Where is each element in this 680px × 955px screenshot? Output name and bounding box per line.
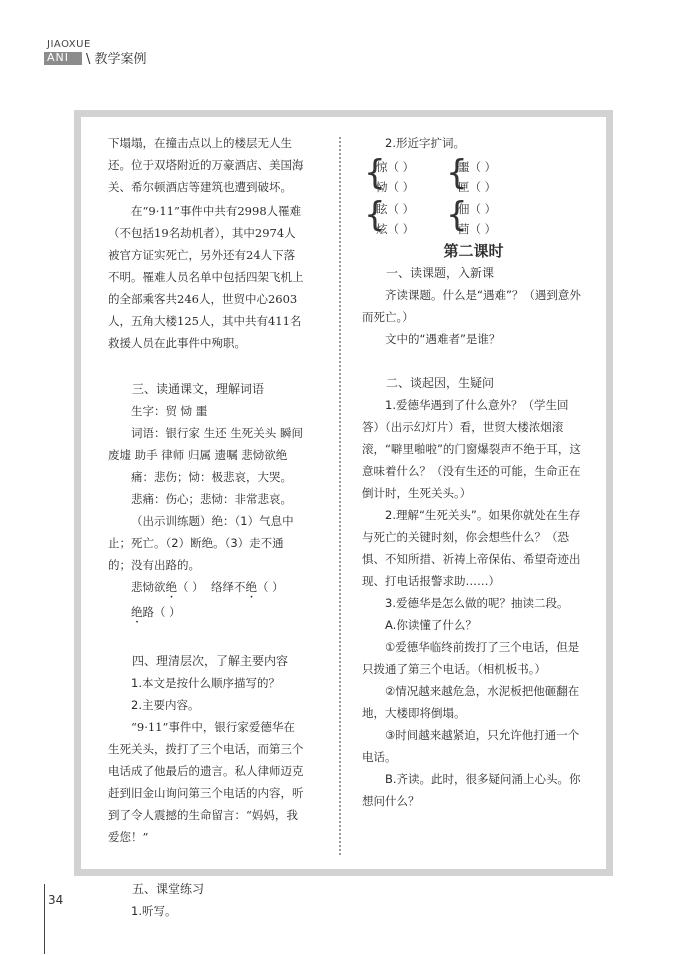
brace-icon: {: [364, 153, 386, 193]
header-en: JIAOXUE: [47, 39, 91, 50]
section-1-p2: 文中的“遇难者”是谁？: [385, 332, 501, 346]
exercise-item: 茴（ ）: [458, 222, 497, 236]
exercise-item: 惊（ ）: [376, 160, 415, 174]
section-1-title: 一、读课题，入新课: [386, 266, 495, 280]
exercise-2-title: 2.形近字扩词。: [385, 136, 465, 150]
exercise-item: 佃（ ）: [458, 202, 497, 216]
section-1-p1: 齐读课题。什么是“遇难”？（遇到意外而死亡。）: [362, 288, 581, 324]
definition-jue: （出示训练题）绝：（1）气息中止；死亡。（2）断绝。（3）走不通的；没有出路的。: [108, 514, 294, 572]
section-2-pB: B.齐读。此时，很多疑问涌上心头。你想问什么？: [362, 772, 581, 808]
exercise-word: 悲恸欲: [131, 580, 166, 594]
exercise-item: 眩（ ）: [376, 202, 415, 216]
exercise-word: 络绎不: [210, 580, 246, 594]
left-paragraph-1: 下塌塌，在撞击点以上的楼层无人生还。位于双塔附近的万豪酒店、美国海关、希尔顿酒店等建筑也遭到破坏。: [108, 136, 304, 194]
section-5-title: 五、课堂练习: [132, 882, 205, 896]
left-paragraph-2: 在“9·11”事件中共有2998人罹难（不包括19名劫机者），其中2974人被官方证实死亡，另外还有24人下落不明。罹难人员名单中包括四架飞机上的全部乘客共246人，世贸中心2603人，五角大楼125人，其中共有411名救援人员在此事件中殉职。: [108, 204, 304, 350]
footer-rule: [44, 884, 45, 954]
answer-blank: 路（ ）: [142, 605, 181, 619]
right-column: [362, 132, 585, 812]
vocabulary: 词语：银行家 生还 生死关头 瞬间 废墟 助手 律师 归属 遗嘱 悲恸欲绝: [108, 426, 303, 462]
left-column: [108, 132, 304, 922]
definition-beitong: 悲痛：伤心；悲恸：非常悲哀。: [131, 492, 292, 506]
similar-char-exercise: [362, 154, 585, 240]
section-2-p1: 1.爱德华遇到了什么意外？（学生回答）（出示幻灯片）看，世贸大楼浓烟滚滚，“噼里啪啦”的门窗爆裂声不绝于耳，这意味着什么？（没有生还的可能，生命正在倒计时，生死关头。）: [362, 398, 581, 500]
exercise-item: 炫（ ）: [376, 222, 415, 236]
section-2-p3: 3.爱德华是怎么做的呢？抽读二段。: [385, 596, 569, 610]
brace-icon: {: [364, 195, 386, 235]
section-5-q1: 1.听写。: [131, 904, 177, 918]
emphasized-char: 绝: [165, 580, 177, 594]
new-characters: 生字：贸 恸 噩: [131, 404, 208, 418]
lesson-heading: 第二课时: [443, 242, 504, 260]
header-tag: ANI: [47, 51, 69, 64]
section-2-p2: 2.理解“生死关头”。如果你就处在生存与死亡的关键时刻，你会想些什么？（恐惧、不知所措、祈祷上帝保佑、希望奇迹出现、打电话报警求助……）: [362, 508, 581, 588]
page-number: 34: [48, 893, 64, 907]
section-2-c3: ③时间越来越紧迫，只允许他打通一个电话。: [362, 728, 580, 764]
emphasized-char: 绝: [131, 605, 143, 619]
emphasized-char: 绝: [245, 580, 257, 594]
section-3-title: 三、读通课文，理解词语: [132, 382, 265, 396]
section-2-title: 二、谈起因，生疑问: [386, 376, 495, 390]
section-4-q1: 1.本文是按什么顺序描写的？: [131, 676, 280, 690]
section-4-title: 四、理清层次，了解主要内容: [132, 654, 289, 668]
section-2-c2: ②情况越来越危急，水泥板把他砸翻在地，大楼即将倒塌。: [362, 684, 580, 720]
exercise-item: 匣（ ）: [458, 180, 497, 194]
column-divider: [339, 137, 341, 855]
section-4-q2: 2.主要内容。: [131, 698, 200, 712]
section-2-c1: ①爱德华临终前拨打了三个电话，但是只拨通了第三个电话。（相机板书。）: [362, 640, 580, 676]
answer-blank: （ ）: [256, 580, 284, 594]
exercise-item: 恸（ ）: [376, 180, 415, 194]
section-2-pA: A.你读懂了什么？: [385, 618, 477, 632]
jue-exercise-row-2: [108, 601, 304, 626]
exercise-item: 噩（ ）: [458, 160, 497, 174]
answer-blank: （ ）: [177, 580, 204, 594]
section-4-paragraph: “9·11”事件中，银行家爱德华在生死关头，拨打了三个电话，而第三个电话成了他最后的遗言。私人律师迈克赶到旧金山询问第三个电话的内容，听到了令人震撼的生命留言：“妈妈，我爱您！”: [108, 720, 304, 844]
brace-icon: {: [446, 153, 468, 193]
jue-exercise-row-1: [108, 576, 304, 601]
brace-icon: {: [446, 195, 468, 235]
header-section-title: \ 教学案例: [86, 52, 147, 67]
definition-tong: 痛：悲伤；恸：极悲哀，大哭。: [131, 470, 292, 484]
